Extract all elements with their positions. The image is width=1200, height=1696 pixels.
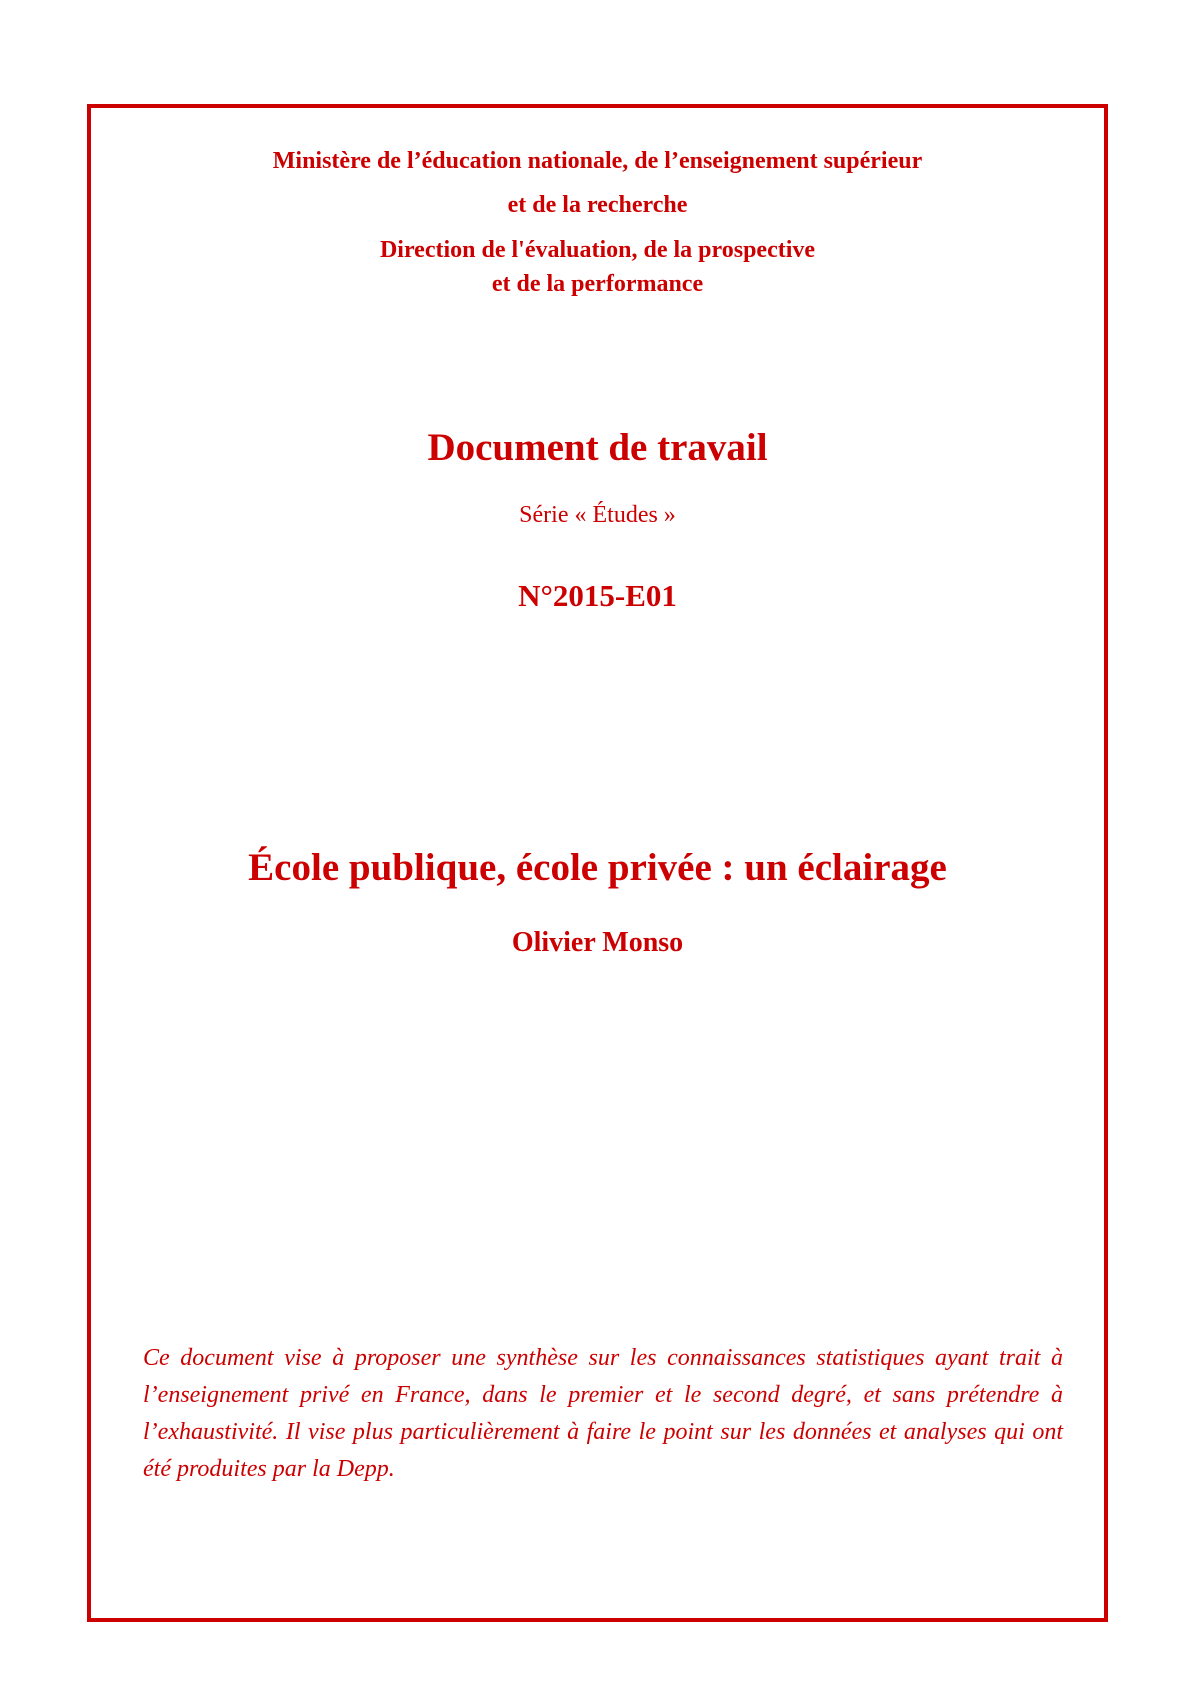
author-name: Olivier Monso: [511, 927, 684, 958]
ministry-line-2: et de la recherche: [507, 192, 688, 218]
direction-line-2: et de la performance: [491, 271, 704, 297]
ministry-line-1: Ministère de l’éducation nationale, de l’enseignement supérieur: [272, 148, 923, 174]
document-number: N°2015-E01: [518, 578, 677, 613]
document-title: École publique, école privée : un éclairage: [248, 846, 947, 889]
series-label: Série « Études »: [519, 502, 676, 528]
abstract-text: Ce document vise à proposer une synthèse sur les connaissances statistiques ayant trait à l’enseignement privé en France, dans le premier et le second degré, et sans prétendre à l’exhaustivité. Il vise plus particulièrement à faire le point sur les données et analyses qui ont été produites par la Depp.: [143, 1345, 1063, 1482]
document-type-title: Document de travail: [427, 426, 768, 469]
direction-line-1: Direction de l'évaluation, de la prospective: [379, 237, 816, 263]
